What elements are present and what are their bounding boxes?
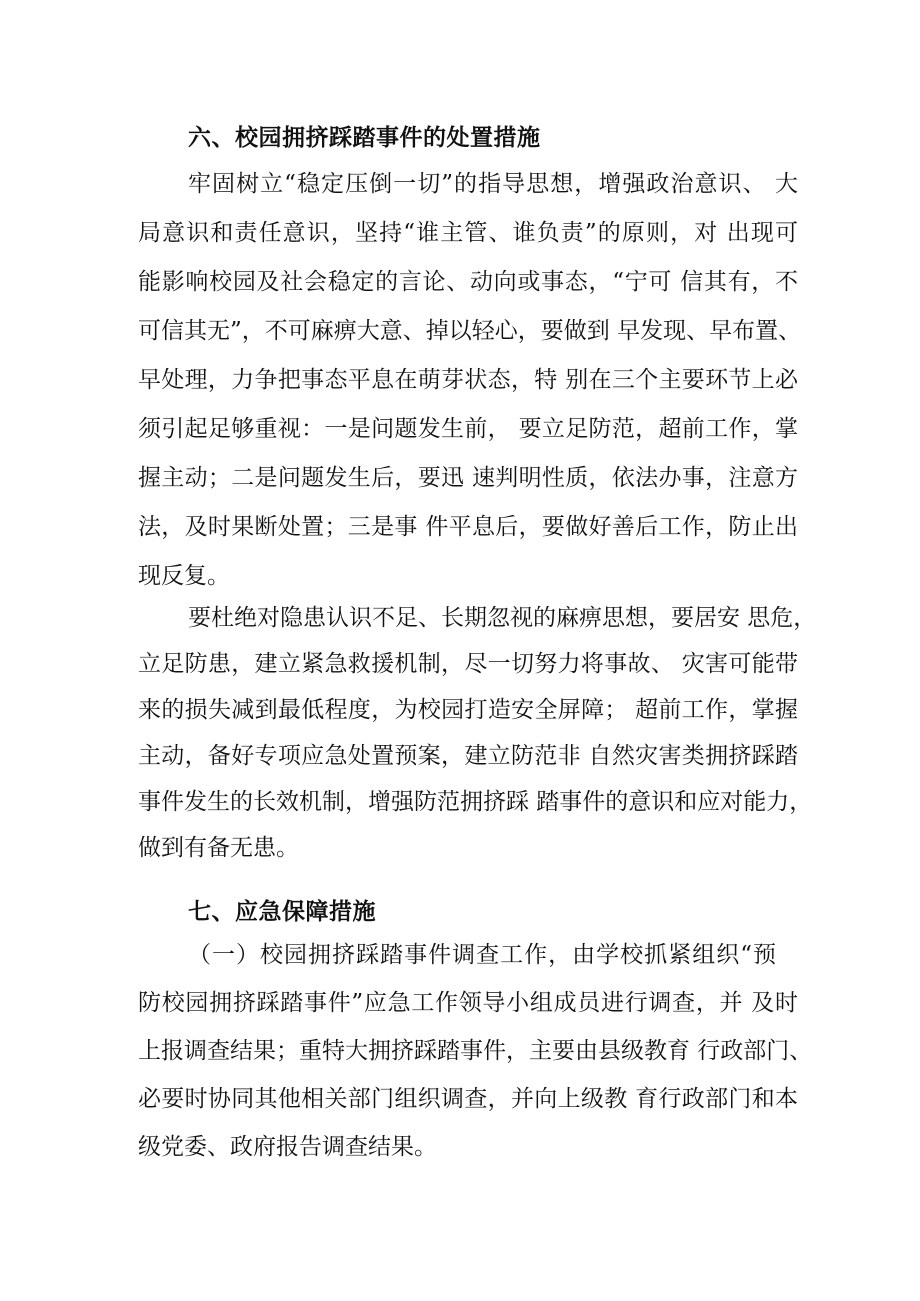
section-6-heading: 六、校园拥挤踩踏事件的处置措施 [188,125,541,151]
text-line: 级党委、政府报告调查结果。 [138,1134,437,1160]
text-line: 能影响校园及社会稳定的言论、动向或事态，“宁可 信其有，不 [138,269,798,295]
text-line: 局意识和责任意识，坚持“谁主管、谁负责”的原则，对 出现可 [138,220,798,246]
text-line: 立足防患，建立紧急救援机制，尽一切努力将事故、 灾害可能带 [138,651,798,677]
text-line: 必要时协同其他相关部门组织调查，并向上级教 育行政部门和本 [138,1086,798,1112]
text-line: 法，及时果断处置；三是事 件平息后，要做好善后工作，防止出 [138,514,798,540]
text-line: （一）校园拥挤踩踏事件调查工作，由学校抓紧组织“预 [188,942,776,968]
text-line: 来的损失减到最低程度，为校园打造安全屏障； 超前工作，掌握 [138,697,798,723]
text-line: 上报调查结果；重特大拥挤踩踏事件，主要由县级教育 行政部门、 [138,1038,813,1064]
section-7-heading: 七、应急保障措施 [188,899,376,925]
text-line: 握主动；二是问题发生后，要迅 速判明性质，依法办事，注意方 [138,465,798,491]
text-line: 防校园拥挤踩踏事件”应急工作领导小组成员进行调查，并 及时 [138,990,798,1016]
text-line: 现反复。 [138,563,230,589]
text-line: 要杜绝对隐患认识不足、长期忽视的麻痹思想，要居安 思危， [188,605,817,631]
text-line: 早处理，力争把事态平息在萌芽状态，特 别在三个主要环节上必 [138,367,798,393]
text-line: 牢固树立“稳定压倒一切”的指导思想，增强政治意识、 大 [188,171,798,197]
text-line: 做到有备无患。 [138,835,299,861]
text-line: 事件发生的长效机制，增强防范拥挤踩 踏事件的意识和应对能力， [138,789,813,815]
text-line: 主动，备好专项应急处置预案，建立防范非 自然灾害类拥挤踩踏 [138,743,798,769]
text-line: 须引起足够重视：一是问题发生前， 要立足防范，超前工作，掌 [138,416,798,442]
text-line: 可信其无”，不可麻痹大意、掉以轻心，要做到 早发现、早布置、 [138,318,802,344]
